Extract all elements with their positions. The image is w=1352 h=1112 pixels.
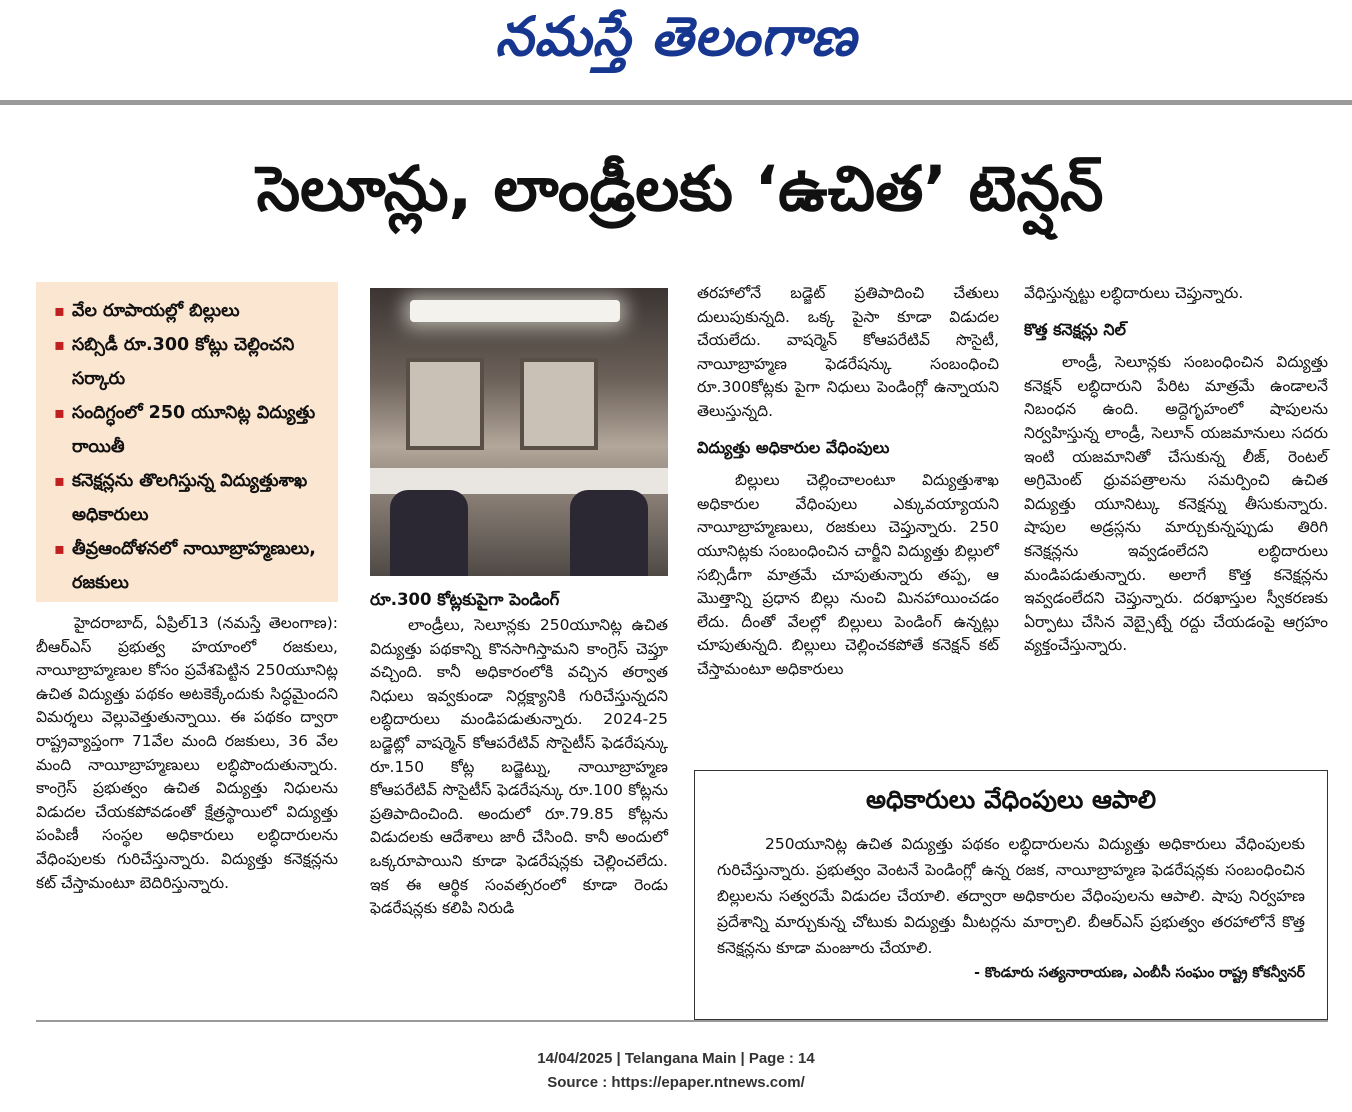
photo-light xyxy=(410,300,620,322)
masthead-divider xyxy=(0,100,1352,105)
highlights-box xyxy=(36,282,338,602)
quote-box-title: అధికారులు వేధింపులు ఆపాలి xyxy=(865,785,1157,814)
salon-photo xyxy=(370,288,668,576)
headline: సెలూన్లు, లాండ్రీలకు ‘ఉచిత’ టెన్షన్ xyxy=(256,152,1104,225)
highlight-item: ▪ కనెక్షన్లను తొలగిస్తున్న విద్యుత్తుశాఖ అధికారులు xyxy=(54,464,328,532)
quote-box xyxy=(694,770,1328,1020)
highlights-list xyxy=(54,294,328,600)
article-paragraph: లాండ్రీ, సెలూన్లకు సంబంధించిన విద్యుత్తు కనెక్షన్ లబ్ధిదారుని పేరిట మాత్రమే ఉండాలనే నిబంధన ఉంది. అద్దెగృహంలో షాపులను నిర్వహిస్తున్న లాండ్రీ, సెలూన్ యజమానులు సదరు ఇంటి యజమానితో చేసుకున్న లీజ్, రెంటల్ అగ్రిమెంట్ ధ్రువపత్రాలను సమర్పించి ఉచిత విద్యుత్తు యూనిట్కు కనెక్షన్ను తీసుకున్నారు. షాపుల అడ్రస్లను మార్చుకున్నప్పుడు తిరిగి కనెక్షన్లను ఇవ్వడంలేదని లబ్ధిదారులు మండిపడుతున్నారు. అలాగే కొత్త కనెక్షన్లను ఇవ్వడంలేదని చెప్తున్నారు. దరఖాస్తుల స్వీకరణకు ఏర్పాటు చేసిన వెబ్సైట్నే రద్దు చేయడంపై ఆగ్రహం వ్యక్తంచేస్తున్నారు. xyxy=(1024,353,1328,655)
subheading: విద్యుత్తు అధికారుల వేధింపులు xyxy=(697,437,890,457)
subheading: కొత్త కనెక్షన్లు నిల్ xyxy=(1024,319,1126,339)
bottom-divider xyxy=(36,1020,1328,1022)
article-paragraph: వేధిస్తున్నట్టు లబ్ధిదారులు చెప్తున్నారు. xyxy=(1024,284,1244,302)
photo-mirror xyxy=(406,358,484,450)
footer-source: Source : https://epaper.ntnews.com/ xyxy=(547,1074,805,1091)
article-paragraph: బిల్లులు చెల్లించాలంటూ విద్యుత్తుశాఖ అధికారుల వేధింపులు ఎక్కువయ్యాయని నాయీబ్రాహ్మణులు, రజకులు చెప్తున్నారు. 250 యూనిట్లకు సంబంధించిన చార్జీని విద్యుత్తు బిల్లులో సబ్సిడీగా మాత్రమే చూపుతున్నారు తప్ప, ఆ మొత్తాన్ని ప్రధాన బిల్లు నుంచి మినహాయించడం లేదు. దీంతో వేలల్లో బిల్లులు పెండింగ్ ఉన్నట్లు చూపుతున్నది. బిల్లులు చెల్లించకపోతే కనెక్షన్ కట్ చేస్తామంటూ అధికారులు xyxy=(697,471,999,678)
photo-mirror xyxy=(520,358,598,450)
highlight-item: ▪ తీవ్రఆందోళనలో నాయీబ్రాహ్మణులు, రజకులు xyxy=(54,532,328,600)
article-column-1 xyxy=(36,612,338,895)
photo-chair xyxy=(390,490,468,576)
photo-caption: రూ.300 కోట్లకుపైగా పెండింగ్ xyxy=(370,590,560,609)
article-paragraph: తరహాలోనే బడ్జెట్ ప్రతిపాదించి చేతులు దులుపుకున్నది. ఒక్క పైసా కూడా విడుదల చేయలేదు. వాషర్మెన్ కోఆపరేటివ్ సొసైటీ, నాయీబ్రాహ్మణ ఫెడరేషన్కు సంబంధించి రూ.300కోట్లకు పైగా నిధులు పెండింగ్లో ఉన్నాయని తెలుస్తున్నది. xyxy=(697,284,999,420)
masthead-logo: నమస్తే తెలంగాణ xyxy=(495,4,857,68)
highlight-item: ▪ సబ్సిడీ రూ.300 కోట్లు చెల్లించని సర్కారు xyxy=(54,328,328,396)
article-paragraph: లాండ్రీలు, సెలూన్లకు 250యూనిట్ల ఉచిత విద్యుత్తు పథకాన్ని కొనసాగిస్తామని కాంగ్రెస్ చెప్తూ వచ్చింది. కానీ అధికారంలోకి వచ్చిన తర్వాత నిధులు ఇవ్వకుండా నిర్లక్ష్యానికి గురిచేస్తున్నదని లబ్ధిదారులు మండిపడుతున్నారు. 2024-25 బడ్జెట్లో వాషర్మెన్ కోఆపరేటివ్ సొసైటీస్ ఫెడరేషన్కు రూ.150 కోట్ల బడ్జెట్ను, నాయీబ్రాహ్మణ కోఆపరేటివ్ సొసైటీస్ ఫెడరేషన్కు రూ.100 కోట్లను ప్రతిపాదించింది. అందులో రూ.79.85 కోట్లను విడుదలకు ఆదేశాలు జారీ చేసింది. కానీ అందులో ఒక్కరూపాయిని కూడా ఫెడరేషన్లకు చెల్లించలేదు. ఇక ఈ ఆర్థిక సంవత్సరంలో కూడా రెండు ఫెడరేషన్లకు కలిపి నిరుడి xyxy=(370,616,668,918)
article-paragraph: హైదరాబాద్, ఏప్రిల్13 (నమస్తే తెలంగాణ): బీఆర్ఎస్ ప్రభుత్వ హయాంలో రజకులు, నాయీబ్రాహ్మణుల కోసం ప్రవేశపెట్టిన 250యూనిట్ల ఉచిత విద్యుత్తు పథకం అటకెక్కేందుకు సిద్ధమైందని విమర్శలు వెల్లువెత్తుతున్నాయి. ఈ పథకం ద్వారా రాష్ట్రవ్యాప్తంగా 71వేల మంది రజకులు, 36 వేల మంది నాయీబ్రాహ్మణులు లబ్ధిపొందుతున్నారు. కాంగ్రెస్ ప్రభుత్వం ఉచిత విద్యుత్తు నిధులను విడుదల చేయకపోవడంతో క్షేత్రస్థాయిలో విద్యుత్తు పంపిణీ సంస్థల అధికారులు లబ్ధిదారులను వేధింపులకు గురిచేస్తున్నారు. విద్యుత్తు కనెక్షన్లను కట్ చేస్తామంటూ బెదిరిస్తున్నారు. xyxy=(36,614,338,892)
article-column-2 xyxy=(370,614,668,921)
highlight-item: ▪ వేల రూపాయల్లో బిల్లులు xyxy=(54,294,328,328)
footer-date-page: 14/04/2025 | Telangana Main | Page : 14 xyxy=(537,1050,815,1067)
quote-box-text: 250యూనిట్ల ఉచిత విద్యుత్తు పథకం లబ్ధిదారులను విద్యుత్తు అధికారులు వేధింపులకు గురిచేస్తున్నారు. ప్రభుత్వం వెంటనే పెండింగ్లో ఉన్న రజక, నాయీబ్రాహ్మణ ఫెడరేషన్లకు సంబంధించిన బిల్లులను సత్వరమే విడుదల చేయాలి. తద్వారా అధికారుల వేధింపులను ఆపాలి. షాపు నిర్వహణ ప్రదేశాన్ని మార్చుకున్న చోటుకు విద్యుత్తు మీటర్లను మార్చాలి. బీఆర్ఎస్ ప్రభుత్వం తరహాలోనే కొత్త కనెక్షన్లను కూడా మంజూరు చేయాలి. xyxy=(717,835,1305,957)
photo-chair xyxy=(570,490,648,576)
highlight-item: ▪ సందిగ్ధంలో 250 యూనిట్ల విద్యుత్తు రాయితీ xyxy=(54,396,328,464)
article-column-3 xyxy=(697,282,999,682)
quote-box-attribution: - కొండూరు సత్యనారాయణ, ఎంబీసీ సంఘం రాష్ట్ర కోకన్వీనర్ xyxy=(974,965,1305,981)
article-column-4 xyxy=(1024,282,1328,658)
